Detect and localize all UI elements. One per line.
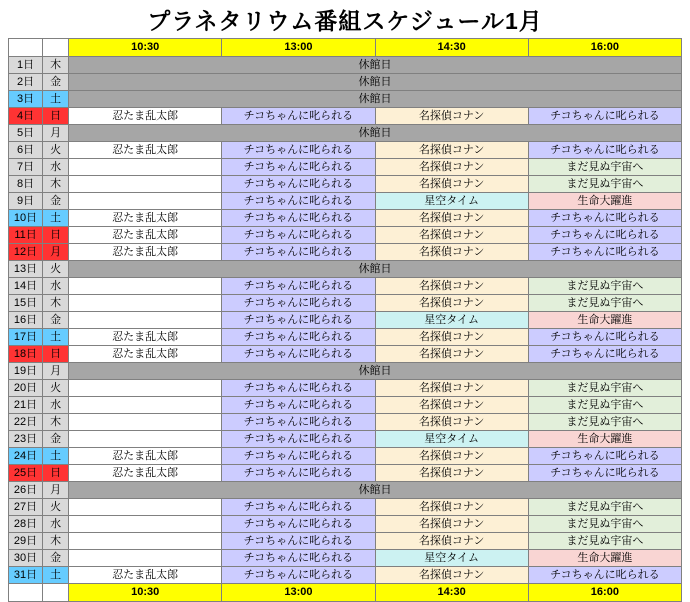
day-cell: 10日 bbox=[9, 210, 43, 227]
program-cell: チコちゃんに叱られる bbox=[222, 312, 375, 329]
day-cell: 3日 bbox=[9, 91, 43, 108]
table-row bbox=[9, 142, 682, 159]
program-cell: チコちゃんに叱られる bbox=[222, 567, 375, 584]
program-cell: 忍たま乱太郎 bbox=[69, 465, 222, 482]
program-cell: 星空タイム bbox=[375, 193, 528, 210]
day-cell: 18日 bbox=[9, 346, 43, 363]
weekday-cell: 木 bbox=[43, 176, 69, 193]
program-cell: 名探偵コナン bbox=[375, 244, 528, 261]
program-cell bbox=[69, 533, 222, 550]
weekday-cell: 火 bbox=[43, 380, 69, 397]
program-cell: 忍たま乱太郎 bbox=[69, 329, 222, 346]
program-cell bbox=[69, 431, 222, 448]
program-cell: まだ見ぬ宇宙へ bbox=[528, 414, 681, 431]
closed-cell: 休館日 bbox=[69, 57, 682, 74]
time-header-1: 10:30 bbox=[69, 39, 222, 57]
closed-cell: 休館日 bbox=[69, 91, 682, 108]
weekday-cell: 火 bbox=[43, 261, 69, 278]
program-cell: チコちゃんに叱られる bbox=[222, 550, 375, 567]
table-row bbox=[9, 278, 682, 295]
table-row bbox=[9, 363, 682, 380]
day-cell: 8日 bbox=[9, 176, 43, 193]
day-cell: 15日 bbox=[9, 295, 43, 312]
day-cell: 16日 bbox=[9, 312, 43, 329]
weekday-cell: 日 bbox=[43, 465, 69, 482]
weekday-cell: 火 bbox=[43, 499, 69, 516]
program-cell: チコちゃんに叱られる bbox=[528, 142, 681, 159]
day-cell: 17日 bbox=[9, 329, 43, 346]
program-cell: 生命大躍進 bbox=[528, 431, 681, 448]
time-header-4: 16:00 bbox=[528, 584, 681, 602]
program-cell: チコちゃんに叱られる bbox=[222, 108, 375, 125]
program-cell: チコちゃんに叱られる bbox=[222, 227, 375, 244]
weekday-cell: 月 bbox=[43, 244, 69, 261]
program-cell: まだ見ぬ宇宙へ bbox=[528, 278, 681, 295]
program-cell: まだ見ぬ宇宙へ bbox=[528, 397, 681, 414]
weekday-cell: 月 bbox=[43, 125, 69, 142]
table-row bbox=[9, 448, 682, 465]
program-cell bbox=[69, 414, 222, 431]
table-row bbox=[9, 397, 682, 414]
day-cell: 21日 bbox=[9, 397, 43, 414]
day-cell: 7日 bbox=[9, 159, 43, 176]
time-header-1: 10:30 bbox=[69, 584, 222, 602]
table-row bbox=[9, 312, 682, 329]
table-row bbox=[9, 210, 682, 227]
program-cell bbox=[69, 550, 222, 567]
table-row bbox=[9, 125, 682, 142]
program-cell: 忍たま乱太郎 bbox=[69, 567, 222, 584]
day-cell: 25日 bbox=[9, 465, 43, 482]
program-cell: 忍たま乱太郎 bbox=[69, 108, 222, 125]
program-cell: 名探偵コナン bbox=[375, 346, 528, 363]
program-cell: 星空タイム bbox=[375, 431, 528, 448]
program-cell bbox=[69, 397, 222, 414]
program-cell: チコちゃんに叱られる bbox=[222, 448, 375, 465]
table-row bbox=[9, 533, 682, 550]
closed-cell: 休館日 bbox=[69, 74, 682, 91]
program-cell bbox=[69, 193, 222, 210]
program-cell: 忍たま乱太郎 bbox=[69, 142, 222, 159]
program-cell: 名探偵コナン bbox=[375, 567, 528, 584]
program-cell bbox=[69, 176, 222, 193]
program-cell: チコちゃんに叱られる bbox=[222, 329, 375, 346]
weekday-cell: 水 bbox=[43, 516, 69, 533]
page-title: プラネタリウム番組スケジュール1月 bbox=[147, 8, 543, 34]
time-header-3: 14:30 bbox=[375, 584, 528, 602]
day-cell: 5日 bbox=[9, 125, 43, 142]
weekday-cell: 木 bbox=[43, 295, 69, 312]
program-cell: 名探偵コナン bbox=[375, 108, 528, 125]
program-cell: 忍たま乱太郎 bbox=[69, 244, 222, 261]
schedule-table bbox=[8, 38, 682, 602]
day-cell: 26日 bbox=[9, 482, 43, 499]
program-cell: チコちゃんに叱られる bbox=[222, 346, 375, 363]
weekday-cell: 日 bbox=[43, 346, 69, 363]
program-cell bbox=[69, 499, 222, 516]
program-cell: 名探偵コナン bbox=[375, 516, 528, 533]
weekday-cell: 水 bbox=[43, 397, 69, 414]
program-cell: チコちゃんに叱られる bbox=[222, 159, 375, 176]
table-row bbox=[9, 431, 682, 448]
day-cell: 28日 bbox=[9, 516, 43, 533]
program-cell: 名探偵コナン bbox=[375, 210, 528, 227]
program-cell: 名探偵コナン bbox=[375, 397, 528, 414]
program-cell: チコちゃんに叱られる bbox=[222, 414, 375, 431]
weekday-cell: 水 bbox=[43, 159, 69, 176]
program-cell: 生命大躍進 bbox=[528, 550, 681, 567]
time-header-spacer bbox=[9, 39, 43, 57]
table-row bbox=[9, 550, 682, 567]
program-cell: チコちゃんに叱られる bbox=[222, 516, 375, 533]
weekday-cell: 木 bbox=[43, 414, 69, 431]
weekday-cell: 金 bbox=[43, 193, 69, 210]
table-row bbox=[9, 499, 682, 516]
time-header-row-top bbox=[9, 39, 682, 57]
closed-cell: 休館日 bbox=[69, 482, 682, 499]
program-cell: 名探偵コナン bbox=[375, 448, 528, 465]
table-row bbox=[9, 227, 682, 244]
program-cell: チコちゃんに叱られる bbox=[528, 567, 681, 584]
weekday-cell: 土 bbox=[43, 567, 69, 584]
day-cell: 12日 bbox=[9, 244, 43, 261]
table-row bbox=[9, 108, 682, 125]
table-row bbox=[9, 159, 682, 176]
table-row bbox=[9, 516, 682, 533]
program-cell: 星空タイム bbox=[375, 312, 528, 329]
program-cell: チコちゃんに叱られる bbox=[222, 431, 375, 448]
program-cell: チコちゃんに叱られる bbox=[222, 210, 375, 227]
program-cell bbox=[69, 312, 222, 329]
day-cell: 24日 bbox=[9, 448, 43, 465]
time-header-4: 16:00 bbox=[528, 39, 681, 57]
program-cell: チコちゃんに叱られる bbox=[222, 397, 375, 414]
program-cell: チコちゃんに叱られる bbox=[528, 108, 681, 125]
weekday-cell: 金 bbox=[43, 312, 69, 329]
day-cell: 22日 bbox=[9, 414, 43, 431]
table-row bbox=[9, 261, 682, 278]
time-header-spacer bbox=[43, 584, 69, 602]
program-cell: 星空タイム bbox=[375, 550, 528, 567]
table-row bbox=[9, 295, 682, 312]
program-cell bbox=[69, 295, 222, 312]
program-cell: まだ見ぬ宇宙へ bbox=[528, 499, 681, 516]
table-row bbox=[9, 244, 682, 261]
program-cell: まだ見ぬ宇宙へ bbox=[528, 533, 681, 550]
day-cell: 11日 bbox=[9, 227, 43, 244]
day-cell: 14日 bbox=[9, 278, 43, 295]
program-cell: チコちゃんに叱られる bbox=[222, 533, 375, 550]
program-cell: チコちゃんに叱られる bbox=[528, 227, 681, 244]
table-row bbox=[9, 567, 682, 584]
weekday-cell: 火 bbox=[43, 142, 69, 159]
program-cell: 名探偵コナン bbox=[375, 176, 528, 193]
program-cell: 名探偵コナン bbox=[375, 465, 528, 482]
time-header-2: 13:00 bbox=[222, 39, 375, 57]
day-cell: 27日 bbox=[9, 499, 43, 516]
program-cell: チコちゃんに叱られる bbox=[222, 193, 375, 210]
program-cell: チコちゃんに叱られる bbox=[528, 329, 681, 346]
day-cell: 19日 bbox=[9, 363, 43, 380]
program-cell: 忍たま乱太郎 bbox=[69, 210, 222, 227]
program-cell: 名探偵コナン bbox=[375, 295, 528, 312]
program-cell: 忍たま乱太郎 bbox=[69, 346, 222, 363]
day-cell: 20日 bbox=[9, 380, 43, 397]
table-row bbox=[9, 414, 682, 431]
program-cell: チコちゃんに叱られる bbox=[528, 448, 681, 465]
day-cell: 2日 bbox=[9, 74, 43, 91]
weekday-cell: 日 bbox=[43, 108, 69, 125]
time-header-3: 14:30 bbox=[375, 39, 528, 57]
weekday-cell: 金 bbox=[43, 550, 69, 567]
day-cell: 29日 bbox=[9, 533, 43, 550]
weekday-cell: 金 bbox=[43, 74, 69, 91]
table-row bbox=[9, 74, 682, 91]
time-header-row-bottom bbox=[9, 584, 682, 602]
table-row bbox=[9, 176, 682, 193]
program-cell bbox=[69, 159, 222, 176]
day-cell: 6日 bbox=[9, 142, 43, 159]
table-row bbox=[9, 380, 682, 397]
weekday-cell: 金 bbox=[43, 431, 69, 448]
table-row bbox=[9, 91, 682, 108]
program-cell: まだ見ぬ宇宙へ bbox=[528, 295, 681, 312]
day-cell: 30日 bbox=[9, 550, 43, 567]
program-cell: チコちゃんに叱られる bbox=[222, 380, 375, 397]
time-header-2: 13:00 bbox=[222, 584, 375, 602]
program-cell: チコちゃんに叱られる bbox=[222, 295, 375, 312]
day-cell: 9日 bbox=[9, 193, 43, 210]
weekday-cell: 月 bbox=[43, 363, 69, 380]
day-cell: 1日 bbox=[9, 57, 43, 74]
weekday-cell: 土 bbox=[43, 91, 69, 108]
program-cell: チコちゃんに叱られる bbox=[222, 142, 375, 159]
program-cell: 名探偵コナン bbox=[375, 499, 528, 516]
table-row bbox=[9, 346, 682, 363]
program-cell: 名探偵コナン bbox=[375, 142, 528, 159]
program-cell: チコちゃんに叱られる bbox=[222, 465, 375, 482]
weekday-cell: 土 bbox=[43, 448, 69, 465]
program-cell: 名探偵コナン bbox=[375, 227, 528, 244]
program-cell: 名探偵コナン bbox=[375, 380, 528, 397]
program-cell: 名探偵コナン bbox=[375, 159, 528, 176]
program-cell: 忍たま乱太郎 bbox=[69, 227, 222, 244]
program-cell: チコちゃんに叱られる bbox=[528, 465, 681, 482]
program-cell: 名探偵コナン bbox=[375, 533, 528, 550]
weekday-cell: 水 bbox=[43, 278, 69, 295]
day-cell: 4日 bbox=[9, 108, 43, 125]
time-header-spacer bbox=[9, 584, 43, 602]
program-cell: まだ見ぬ宇宙へ bbox=[528, 176, 681, 193]
program-cell: まだ見ぬ宇宙へ bbox=[528, 380, 681, 397]
closed-cell: 休館日 bbox=[69, 261, 682, 278]
table-row bbox=[9, 57, 682, 74]
program-cell: 忍たま乱太郎 bbox=[69, 448, 222, 465]
weekday-cell: 月 bbox=[43, 482, 69, 499]
program-cell: チコちゃんに叱られる bbox=[528, 244, 681, 261]
program-cell bbox=[69, 380, 222, 397]
program-cell: 名探偵コナン bbox=[375, 329, 528, 346]
weekday-cell: 土 bbox=[43, 329, 69, 346]
closed-cell: 休館日 bbox=[69, 125, 682, 142]
program-cell bbox=[69, 516, 222, 533]
table-row bbox=[9, 193, 682, 210]
day-cell: 31日 bbox=[9, 567, 43, 584]
program-cell: 名探偵コナン bbox=[375, 414, 528, 431]
time-header-spacer bbox=[43, 39, 69, 57]
program-cell: チコちゃんに叱られる bbox=[222, 499, 375, 516]
weekday-cell: 木 bbox=[43, 57, 69, 74]
weekday-cell: 木 bbox=[43, 533, 69, 550]
program-cell: チコちゃんに叱られる bbox=[222, 244, 375, 261]
table-row bbox=[9, 482, 682, 499]
day-cell: 13日 bbox=[9, 261, 43, 278]
weekday-cell: 土 bbox=[43, 210, 69, 227]
program-cell: 名探偵コナン bbox=[375, 278, 528, 295]
program-cell: 生命大躍進 bbox=[528, 193, 681, 210]
program-cell: チコちゃんに叱られる bbox=[222, 278, 375, 295]
program-cell bbox=[69, 278, 222, 295]
day-cell: 23日 bbox=[9, 431, 43, 448]
closed-cell: 休館日 bbox=[69, 363, 682, 380]
weekday-cell: 日 bbox=[43, 227, 69, 244]
program-cell: チコちゃんに叱られる bbox=[528, 210, 681, 227]
table-row bbox=[9, 465, 682, 482]
program-cell: まだ見ぬ宇宙へ bbox=[528, 516, 681, 533]
program-cell: チコちゃんに叱られる bbox=[222, 176, 375, 193]
program-cell: チコちゃんに叱られる bbox=[528, 346, 681, 363]
program-cell: まだ見ぬ宇宙へ bbox=[528, 159, 681, 176]
program-cell: 生命大躍進 bbox=[528, 312, 681, 329]
table-row bbox=[9, 329, 682, 346]
